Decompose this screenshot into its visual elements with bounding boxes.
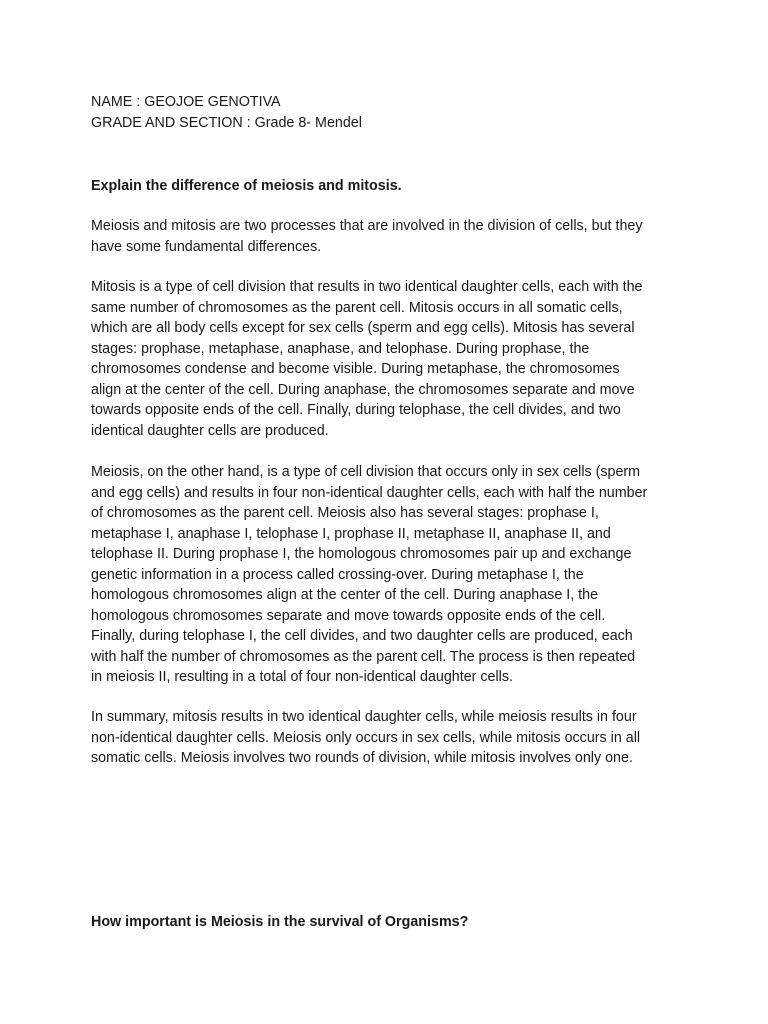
paragraph-line: In summary, mitosis results in two identical daughter cells, while meiosis results in four: [91, 709, 637, 725]
paragraph-line: non-identical daughter cells. Meiosis only occurs in sex cells, while mitosis occurs in all: [91, 729, 641, 746]
paragraph-line: stages: prophase, metaphase, anaphase, and telophase. During prophase, the: [91, 340, 590, 357]
meiosis-paragraph: [91, 462, 691, 688]
paragraph-line: somatic cells. Meiosis involves two rounds of division, while mitosis involves only one.: [91, 750, 633, 766]
mitosis-paragraph: [91, 277, 691, 441]
paragraph-line: which are all body cells except for sex cells (sperm and egg cells). Mitosis has several: [91, 320, 635, 336]
question-heading-2: How important is Meiosis in the survival of Organisms?: [91, 914, 469, 930]
summary-paragraph: [91, 707, 691, 769]
question-heading-1: Explain the difference of meiosis and mitosis.: [91, 178, 402, 194]
paragraph-line: of chromosomes as the parent cell. Meiosis also has several stages: prophase I,: [91, 505, 599, 521]
grade-section-line: GRADE AND SECTION : Grade 8- Mendel: [91, 114, 362, 131]
paragraph-line: genetic information in a process called crossing-over. During metaphase I, the: [91, 566, 584, 583]
student-header: [91, 92, 362, 133]
paragraph-line: Meiosis, on the other hand, is a type of cell division that occurs only in sex cells (sperm: [91, 464, 641, 480]
paragraph-line: Meiosis and mitosis are two processes that are involved in the division of cells, but they: [91, 218, 643, 234]
paragraph-line: telophase II. During prophase I, the homologous chromosomes pair up and exchange: [91, 546, 632, 562]
paragraph-line: identical daughter cells are produced.: [91, 422, 329, 439]
paragraph-line: chromosomes condense and become visible. During metaphase, the chromosomes: [91, 361, 620, 377]
paragraph-line: towards opposite ends of the cell. Finally, during telophase, the cell divides, and two: [91, 402, 621, 418]
paragraph-line: have some fundamental differences.: [91, 238, 322, 255]
paragraph-line: Finally, during telophase I, the cell divides, and two daughter cells are produced, each: [91, 628, 633, 644]
paragraph-line: metaphase I, anaphase I, telophase I, prophase II, metaphase II, anaphase II, and: [91, 525, 611, 542]
paragraph-line: same number of chromosomes as the parent cell. Mitosis occurs in all somatic cells,: [91, 299, 623, 316]
student-name-line: NAME : GEOJOE GENOTIVA: [91, 94, 281, 110]
paragraph-line: in meiosis II, resulting in a total of four non-identical daughter cells.: [91, 669, 513, 685]
paragraph-line: and egg cells) and results in four non-identical daughter cells, each with half the number: [91, 484, 648, 501]
intro-paragraph: [91, 216, 691, 257]
paragraph-line: with half the number of chromosomes as the parent cell. The process is then repeated: [91, 648, 636, 665]
paragraph-line: homologous chromosomes separate and move towards opposite ends of the cell.: [91, 607, 606, 624]
paragraph-line: homologous chromosomes align at the center of the cell. During anaphase I, the: [91, 587, 599, 603]
paragraph-line: align at the center of the cell. During anaphase, the chromosomes separate and move: [91, 381, 635, 398]
paragraph-line: Mitosis is a type of cell division that results in two identical daughter cells, each with the: [91, 279, 643, 295]
